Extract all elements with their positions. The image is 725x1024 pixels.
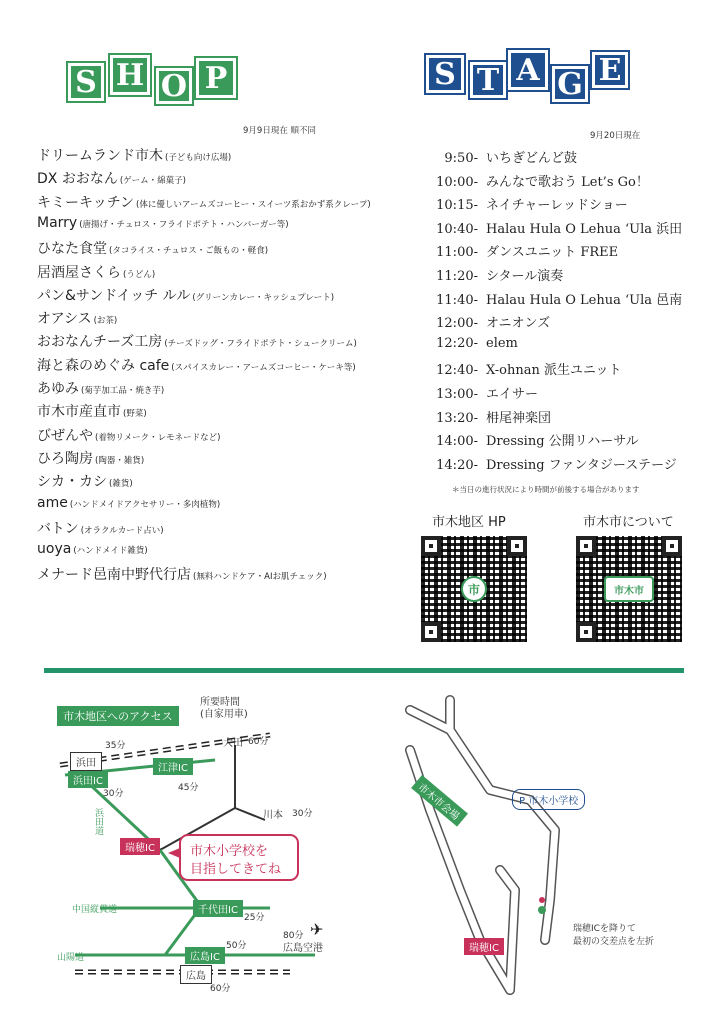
shop-logo-letter: O — [156, 68, 192, 104]
time-25: 25分 — [244, 913, 265, 923]
school-label: P 市木小学校 — [512, 789, 585, 810]
shop-item-name: おおなんチーズ工房 — [37, 334, 163, 351]
stage-row — [420, 241, 618, 260]
qr-right-label: 市木市について — [583, 515, 674, 530]
access-title: 市木地区へのアクセス — [57, 706, 179, 726]
shop-item — [37, 145, 231, 165]
shop-item-name: シカ・カシ — [37, 474, 107, 491]
qr-left-center-logo: 市 — [461, 576, 487, 602]
stage-row — [420, 312, 550, 331]
airport-label: 広島空港 — [283, 943, 323, 954]
stage-row — [420, 265, 563, 284]
qr-code-left[interactable] — [421, 536, 527, 642]
shop-item-name: オアシス — [37, 311, 92, 328]
stage-act: エイサー — [486, 387, 539, 402]
shop-item — [37, 262, 155, 282]
shop-item — [37, 355, 356, 375]
shop-item — [37, 425, 220, 445]
shop-item — [37, 564, 327, 584]
hamada-ic: 浜田IC — [68, 771, 108, 788]
stage-row — [420, 336, 518, 351]
shop-item-desc: (タコライス・チュロス・ご飯もの・軽食) — [109, 246, 269, 257]
shop-item-desc: (体に優しいアームズコーヒー・スイーツ系おかず系クレープ) — [136, 199, 371, 210]
stage-time: 13:00- — [436, 387, 478, 402]
qr-right-center-logo: 市木市 — [604, 576, 654, 602]
shop-item — [37, 495, 220, 511]
shop-logo-letter: S — [68, 63, 104, 101]
shop-item-name: メナード邑南中野代行店 — [37, 567, 191, 584]
shop-logo-letter: P — [196, 58, 236, 98]
local-map-roads — [390, 690, 690, 1010]
stage-row — [420, 218, 682, 237]
stage-act: Dressing 公開リハーサル — [486, 434, 639, 450]
shop-item — [37, 331, 357, 351]
stage-logo-letter: T — [470, 62, 506, 98]
sanyo-road-label: 山陽道 — [57, 953, 85, 963]
stage-act: elem — [486, 335, 518, 351]
stage-time: 13:20- — [436, 410, 478, 426]
hamada-road-label: 浜田道 — [93, 808, 103, 835]
stage-row — [420, 171, 649, 190]
shop-item-name: 海と森のめぐみ cafe — [37, 357, 170, 374]
shop-item-name: ame — [37, 494, 68, 511]
stage-row — [420, 430, 639, 449]
shop-item-desc: (ハンドメイド雑貨) — [73, 546, 148, 557]
shop-item-desc: (グリーンカレー・キッシュプレート) — [192, 292, 335, 303]
stage-time: 9:50- — [444, 151, 478, 166]
shop-item — [37, 471, 133, 491]
time-30: 30分 — [103, 789, 124, 799]
shop-item-desc: (野菜) — [123, 409, 147, 420]
kawamoto-label: 川本 — [263, 810, 283, 821]
time-35: 35分 — [105, 741, 126, 751]
stage-logo-letter: A — [508, 50, 548, 90]
shop-item-name: キミーキッチン — [37, 194, 135, 211]
time-45: 45分 — [178, 783, 199, 793]
shop-item-desc: (オラクルカード占い) — [80, 525, 164, 536]
shop-item-desc: (陶器・雑貨) — [95, 455, 145, 466]
chugoku-road-label: 中国縦貫道 — [72, 905, 118, 915]
venue-label: 市木市会場 — [411, 775, 468, 827]
stage-time: 14:20- — [436, 457, 478, 473]
stage-row — [420, 194, 628, 213]
shop-item-name: びぜんや — [37, 427, 93, 444]
stage-act: オニオンズ — [486, 316, 551, 332]
stage-time: 12:40- — [436, 363, 478, 379]
stage-note: 9月20日現在 — [590, 131, 641, 141]
stage-time: 10:00- — [436, 174, 478, 190]
svg-text:✈: ✈ — [310, 920, 324, 939]
stage-time: 12:20- — [436, 335, 478, 351]
direction-note: 瑞穂ICを降りて 最初の交差点を左折 — [573, 924, 655, 947]
hiroshima-station: 広島 — [180, 965, 212, 984]
shop-item-name: ひなた食堂 — [37, 241, 107, 258]
stage-row — [420, 407, 551, 426]
stage-row — [420, 454, 677, 473]
shop-item-name: バトン — [37, 520, 79, 537]
ohda-label: 大田 — [223, 738, 243, 749]
shop-item-desc: (無料ハンドケア・AIお肌チェック) — [193, 572, 327, 583]
shop-item — [37, 238, 268, 258]
stage-act: X-ohnan 派生ユニット — [486, 363, 622, 379]
time-30b: 30分 — [292, 809, 313, 819]
stage-row — [420, 383, 538, 402]
shop-item-desc: (子ども向け広場) — [165, 153, 232, 163]
shop-item — [37, 541, 148, 557]
shop-item — [37, 285, 334, 305]
stage-logo-letter: S — [426, 55, 464, 93]
shop-item-desc: (ゲーム・綿菓子) — [119, 176, 186, 187]
shop-item-name: DX おおなん — [37, 171, 118, 188]
stage-act: ダンスユニット FREE — [486, 245, 619, 261]
qr-code-right[interactable] — [576, 536, 682, 642]
shop-item — [37, 518, 164, 538]
shop-item-name: パン&サンドイッチ ルル — [37, 287, 191, 304]
shop-item-name: ドリームランド市木 — [37, 148, 163, 164]
stage-time: 11:00- — [436, 245, 478, 261]
shop-item-name: あゆみ — [37, 381, 79, 397]
stage-logo-letter: G — [552, 66, 588, 102]
stage-logo-letter: E — [592, 52, 628, 88]
shop-item — [37, 378, 164, 398]
stage-act: ネイチャーレッドショー — [486, 198, 628, 214]
stage-time: 12:00- — [436, 316, 478, 332]
time-50: 50分 — [226, 941, 247, 951]
shop-item — [37, 448, 144, 468]
stage-act: Halau Hula O Lehua ‘Ula 邑南 — [486, 292, 683, 308]
stage-time: 10:15- — [436, 198, 478, 214]
shop-item — [37, 168, 186, 188]
shop-item-name: ひろ陶房 — [37, 450, 93, 467]
stage-act: いちぎどんど鼓 — [486, 151, 578, 166]
shop-note: 9月9日現在 順不同 — [243, 126, 317, 136]
time-60b: 60分 — [210, 984, 231, 994]
stage-row — [420, 359, 622, 378]
shop-item-desc: (うどん) — [123, 269, 156, 280]
shop-item — [37, 215, 289, 231]
stage-footnote: ＊当日の進行状況により時間が前後する場合があります — [452, 485, 640, 494]
shop-item — [37, 192, 371, 212]
stage-act: 枏尾神楽団 — [486, 410, 552, 426]
time-note: 所要時間 (自家用車) — [200, 697, 248, 720]
qr-left-label: 市木地区 HP — [432, 515, 506, 530]
shop-item-desc: (ハンドメイドアクセサリー・多肉植物) — [69, 499, 221, 510]
shop-item-desc: (スパイスカレー・アームズコーヒー・ケーキ等) — [171, 362, 356, 373]
mizuho-ic: 瑞穂IC — [120, 838, 160, 855]
shop-item-name: 市木市産直市 — [37, 404, 121, 421]
shop-item-desc: (着物リメーク・レモネードなど) — [95, 432, 221, 443]
stage-act: Dressing ファンタジーステージ — [486, 457, 677, 473]
shop-item-desc: (お茶) — [93, 316, 118, 327]
section-divider — [44, 668, 684, 673]
time-80: 80分 — [283, 931, 304, 941]
stage-time: 14:00- — [436, 434, 478, 450]
callout-text: 市木小学校を 目指してきてね — [190, 844, 282, 877]
shop-item — [37, 308, 117, 328]
stage-row — [420, 289, 682, 308]
local-mizuho-ic: 瑞穂IC — [464, 938, 504, 955]
stage-row — [420, 147, 577, 166]
shop-item-name: uoya — [37, 541, 72, 558]
shop-item-name: 居酒屋さくら — [37, 264, 121, 281]
stage-act: みんなで歌おう Let’s Go！ — [486, 174, 649, 190]
stage-act: シタール演奏 — [486, 269, 564, 284]
shop-item-name: Marry — [37, 214, 78, 231]
shop-logo-letter: H — [110, 55, 150, 95]
shop-item-desc: (唐揚げ・チュロス・フライドポテト・ハンバーガー等) — [79, 219, 289, 230]
shop-item-desc: (菊芋加工品・焼き芋) — [81, 386, 165, 396]
stage-time: 11:20- — [436, 269, 478, 284]
stage-time: 11:40- — [436, 292, 478, 308]
shop-item — [37, 401, 147, 421]
stage-act: Halau Hula O Lehua ‘Ula 浜田 — [486, 221, 683, 237]
gotsu-ic: 江津IC — [153, 758, 193, 775]
shop-item-desc: (雑貨) — [109, 479, 133, 490]
chiyoda-ic: 千代田IC — [193, 900, 243, 917]
hamada-station: 浜田 — [70, 752, 102, 771]
shop-item-desc: (チーズドッグ・フライドポテト・シュークリーム) — [164, 339, 357, 350]
stage-time: 10:40- — [436, 221, 478, 237]
hiroshima-ic: 広島IC — [185, 947, 225, 964]
time-60a: 60分 — [248, 737, 269, 747]
